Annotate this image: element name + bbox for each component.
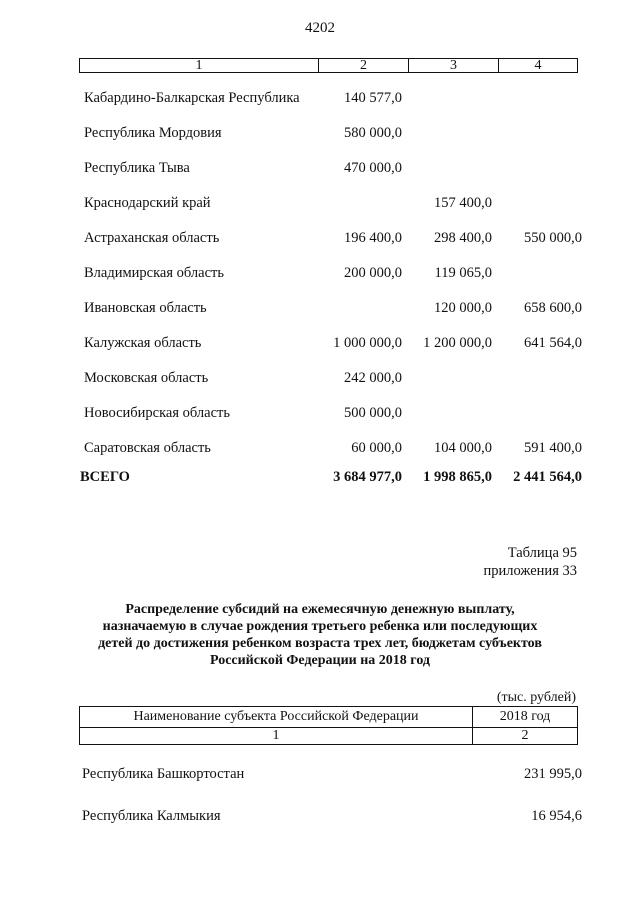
region-name: Саратовская область [84,440,211,456]
header-col-4: 4 [534,58,542,73]
total-row [0,469,640,489]
title-line: Распределение субсидий на ежемесячную денежную выплату, [125,602,515,617]
total-col-2: 3 684 977,0 [333,469,402,485]
table-row [0,335,640,355]
value-col-3: 157 400,0 [434,195,492,211]
title-line: Российской Федерации на 2018 год [209,653,430,668]
value-col-3: 120 000,0 [434,300,492,316]
value-col-2: 500 000,0 [344,405,402,421]
table-row [0,440,640,460]
second-table-header [79,706,578,728]
table-row [0,405,640,425]
region-name: Краснодарский край [84,195,211,211]
table-row [0,230,640,250]
table-row [0,300,640,320]
value-col-3: 119 065,0 [434,265,492,281]
total-col-4: 2 441 564,0 [513,469,582,485]
appendix-reference: приложения 33 [483,563,577,579]
region-name: Республика Мордовия [84,125,222,141]
header-col-1: 1 [80,59,319,72]
value-col-3: 104 000,0 [434,440,492,456]
value-col-2: 140 577,0 [344,90,402,106]
value-col-3: 298 400,0 [434,230,492,246]
year-header: 2018 год [499,709,551,724]
region-name: Калужская область [84,335,202,351]
region-name: Кабардино-Балкарская Республика [84,90,300,106]
value-col-2: 1 000 000,0 [333,335,402,351]
top-table-header [79,58,578,73]
total-label: ВСЕГО [80,469,130,485]
header-col-3: 3 [409,59,499,72]
table-number: Таблица 95 [507,545,577,561]
region-name: Республика Тыва [84,160,190,176]
value-col-3: 1 200 000,0 [423,335,492,351]
table-row [0,125,640,145]
value-col-4: 641 564,0 [524,335,582,351]
value-col-4: 658 600,0 [524,300,582,316]
value-col-4: 591 400,0 [524,440,582,456]
page-number: 4202 [305,20,335,36]
number-col-1: 1 [80,728,473,744]
value-col-2: 196 400,0 [344,230,402,246]
region-name: Астраханская область [84,230,220,246]
section-title [0,601,640,669]
value-col-2: 470 000,0 [344,160,402,176]
table-row [0,90,640,110]
value-col-2: 242 000,0 [344,370,402,386]
region-name: Республика Башкортостан [82,766,245,782]
region-name: Ивановская область [84,300,207,316]
table-row [0,370,640,390]
subject-name-header: Наименование субъекта Российской Федерации [80,707,473,727]
region-name: Московская область [84,370,209,386]
title-line: детей до достижения ребенком возраста трех лет, бюджетам субъектов [98,636,542,651]
value-2018: 16 954,6 [531,808,582,824]
total-col-3: 1 998 865,0 [423,469,492,485]
value-col-2: 60 000,0 [351,440,402,456]
second-table-number-row [79,727,578,745]
title-line: назначаемую в случае рождения третьего ребенка или последующих [102,619,538,634]
region-name: Новосибирская область [84,405,230,421]
value-2018: 231 995,0 [524,766,582,782]
table-row [0,160,640,180]
table-row [0,195,640,215]
units-label: (тыс. рублей) [496,690,576,705]
value-col-2: 200 000,0 [344,265,402,281]
table-row [0,265,640,285]
region-name: Владимирская область [84,265,224,281]
header-col-2: 2 [319,59,409,72]
region-name: Республика Калмыкия [82,808,221,824]
number-col-2: 2 [521,728,529,743]
value-col-4: 550 000,0 [524,230,582,246]
value-col-2: 580 000,0 [344,125,402,141]
